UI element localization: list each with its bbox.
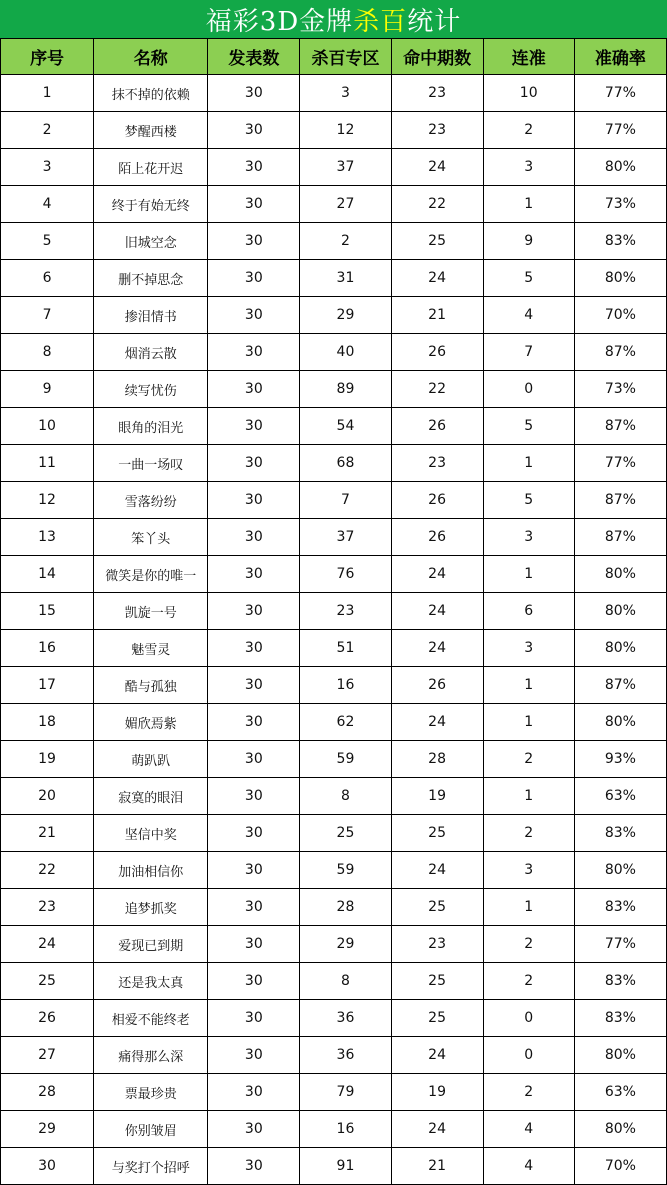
cell-accuracy: 77%: [574, 112, 666, 149]
cell-name: 微笑是你的唯一: [94, 556, 208, 593]
cell-name: 你别皱眉: [94, 1111, 208, 1148]
cell-published: 30: [208, 519, 300, 556]
cell-kill-hundred: 91: [300, 1148, 391, 1185]
cell-hits: 24: [391, 149, 483, 186]
cell-hits: 21: [391, 1148, 483, 1185]
cell-published: 30: [208, 1111, 300, 1148]
cell-published: 30: [208, 926, 300, 963]
cell-index: 11: [1, 445, 94, 482]
cell-hits: 24: [391, 704, 483, 741]
cell-streak: 9: [483, 223, 574, 260]
cell-streak: 2: [483, 741, 574, 778]
table-row: [1, 852, 667, 889]
cell-index: 10: [1, 408, 94, 445]
title-part-1: 福彩3D金牌: [205, 6, 354, 37]
cell-name: 相爱不能终老: [94, 1000, 208, 1037]
table-row: [1, 445, 667, 482]
cell-published: 30: [208, 260, 300, 297]
cell-accuracy: 83%: [574, 1000, 666, 1037]
cell-kill-hundred: 16: [300, 1111, 391, 1148]
cell-kill-hundred: 59: [300, 741, 391, 778]
cell-streak: 1: [483, 556, 574, 593]
cell-kill-hundred: 8: [300, 778, 391, 815]
cell-streak: 3: [483, 149, 574, 186]
cell-accuracy: 87%: [574, 667, 666, 704]
cell-accuracy: 77%: [574, 75, 666, 112]
cell-index: 2: [1, 112, 94, 149]
cell-kill-hundred: 89: [300, 371, 391, 408]
cell-kill-hundred: 40: [300, 334, 391, 371]
cell-kill-hundred: 62: [300, 704, 391, 741]
table-row: [1, 630, 667, 667]
table-row: [1, 186, 667, 223]
table-row: [1, 112, 667, 149]
cell-index: 30: [1, 1148, 94, 1185]
header-streak: 连准: [483, 39, 574, 75]
cell-kill-hundred: 3: [300, 75, 391, 112]
cell-published: 30: [208, 482, 300, 519]
cell-published: 30: [208, 408, 300, 445]
cell-streak: 0: [483, 1000, 574, 1037]
cell-index: 28: [1, 1074, 94, 1111]
cell-index: 1: [1, 75, 94, 112]
cell-published: 30: [208, 1000, 300, 1037]
cell-streak: 0: [483, 371, 574, 408]
cell-hits: 26: [391, 482, 483, 519]
cell-hits: 26: [391, 667, 483, 704]
cell-streak: 2: [483, 963, 574, 1000]
cell-hits: 19: [391, 1074, 483, 1111]
table-row: [1, 815, 667, 852]
cell-published: 30: [208, 889, 300, 926]
cell-published: 30: [208, 445, 300, 482]
cell-accuracy: 80%: [574, 704, 666, 741]
cell-streak: 1: [483, 889, 574, 926]
table-row: [1, 926, 667, 963]
table-row: [1, 1074, 667, 1111]
cell-accuracy: 80%: [574, 556, 666, 593]
cell-streak: 1: [483, 445, 574, 482]
cell-kill-hundred: 7: [300, 482, 391, 519]
header-published: 发表数: [208, 39, 300, 75]
cell-index: 16: [1, 630, 94, 667]
cell-kill-hundred: 36: [300, 1000, 391, 1037]
cell-hits: 22: [391, 371, 483, 408]
cell-kill-hundred: 2: [300, 223, 391, 260]
table-row: [1, 297, 667, 334]
cell-streak: 3: [483, 519, 574, 556]
cell-accuracy: 83%: [574, 223, 666, 260]
cell-hits: 21: [391, 297, 483, 334]
table-row: [1, 741, 667, 778]
cell-name: 魅雪灵: [94, 630, 208, 667]
cell-hits: 25: [391, 963, 483, 1000]
cell-accuracy: 87%: [574, 408, 666, 445]
table-header-row: [1, 39, 667, 75]
table-row: [1, 223, 667, 260]
table-row: [1, 667, 667, 704]
cell-accuracy: 63%: [574, 1074, 666, 1111]
stats-table: [0, 38, 667, 1185]
cell-published: 30: [208, 593, 300, 630]
cell-name: 旧城空念: [94, 223, 208, 260]
cell-accuracy: 87%: [574, 519, 666, 556]
cell-streak: 1: [483, 778, 574, 815]
table-row: [1, 334, 667, 371]
header-index: 序号: [1, 39, 94, 75]
cell-name: 坚信中奖: [94, 815, 208, 852]
cell-kill-hundred: 54: [300, 408, 391, 445]
table-row: [1, 371, 667, 408]
cell-streak: 4: [483, 297, 574, 334]
cell-kill-hundred: 31: [300, 260, 391, 297]
cell-hits: 24: [391, 630, 483, 667]
cell-kill-hundred: 59: [300, 852, 391, 889]
cell-kill-hundred: 29: [300, 926, 391, 963]
cell-accuracy: 83%: [574, 889, 666, 926]
cell-accuracy: 70%: [574, 297, 666, 334]
cell-hits: 23: [391, 112, 483, 149]
cell-streak: 5: [483, 408, 574, 445]
cell-index: 12: [1, 482, 94, 519]
cell-streak: 1: [483, 667, 574, 704]
cell-index: 13: [1, 519, 94, 556]
cell-name: 与奖打个招呼: [94, 1148, 208, 1185]
cell-streak: 3: [483, 630, 574, 667]
cell-hits: 19: [391, 778, 483, 815]
page-title: [0, 0, 667, 38]
cell-published: 30: [208, 741, 300, 778]
cell-hits: 25: [391, 223, 483, 260]
cell-accuracy: 87%: [574, 482, 666, 519]
cell-published: 30: [208, 630, 300, 667]
table-row: [1, 519, 667, 556]
cell-streak: 4: [483, 1111, 574, 1148]
cell-kill-hundred: 25: [300, 815, 391, 852]
cell-streak: 3: [483, 852, 574, 889]
cell-streak: 10: [483, 75, 574, 112]
cell-index: 15: [1, 593, 94, 630]
cell-published: 30: [208, 1074, 300, 1111]
cell-published: 30: [208, 556, 300, 593]
cell-streak: 0: [483, 1037, 574, 1074]
cell-accuracy: 80%: [574, 593, 666, 630]
cell-kill-hundred: 27: [300, 186, 391, 223]
cell-published: 30: [208, 186, 300, 223]
cell-name: 媚欣焉紫: [94, 704, 208, 741]
cell-index: 9: [1, 371, 94, 408]
table-row: [1, 482, 667, 519]
table-body: [1, 75, 667, 1185]
cell-name: 删不掉思念: [94, 260, 208, 297]
cell-name: 寂寞的眼泪: [94, 778, 208, 815]
title-part-2: 统计: [407, 6, 462, 37]
table-row: [1, 1000, 667, 1037]
cell-index: 3: [1, 149, 94, 186]
cell-accuracy: 87%: [574, 334, 666, 371]
cell-name: 终于有始无终: [94, 186, 208, 223]
cell-index: 7: [1, 297, 94, 334]
cell-accuracy: 83%: [574, 815, 666, 852]
cell-streak: 2: [483, 926, 574, 963]
cell-kill-hundred: 76: [300, 556, 391, 593]
cell-index: 18: [1, 704, 94, 741]
cell-published: 30: [208, 704, 300, 741]
cell-accuracy: 80%: [574, 1111, 666, 1148]
header-accuracy: 准确率: [574, 39, 666, 75]
cell-accuracy: 73%: [574, 186, 666, 223]
cell-published: 30: [208, 75, 300, 112]
cell-published: 30: [208, 963, 300, 1000]
cell-accuracy: 93%: [574, 741, 666, 778]
cell-name: 爱现已到期: [94, 926, 208, 963]
cell-published: 30: [208, 371, 300, 408]
table-row: [1, 75, 667, 112]
cell-kill-hundred: 79: [300, 1074, 391, 1111]
cell-published: 30: [208, 112, 300, 149]
cell-hits: 23: [391, 445, 483, 482]
cell-accuracy: 80%: [574, 1037, 666, 1074]
cell-name: 眼角的泪光: [94, 408, 208, 445]
cell-index: 17: [1, 667, 94, 704]
cell-index: 6: [1, 260, 94, 297]
cell-accuracy: 80%: [574, 852, 666, 889]
cell-hits: 24: [391, 260, 483, 297]
cell-streak: 2: [483, 112, 574, 149]
cell-hits: 25: [391, 1000, 483, 1037]
table-row: [1, 260, 667, 297]
cell-hits: 26: [391, 334, 483, 371]
cell-name: 还是我太真: [94, 963, 208, 1000]
cell-hits: 26: [391, 408, 483, 445]
cell-streak: 5: [483, 482, 574, 519]
cell-published: 30: [208, 815, 300, 852]
cell-name: 票最珍贵: [94, 1074, 208, 1111]
cell-published: 30: [208, 223, 300, 260]
cell-name: 烟消云散: [94, 334, 208, 371]
table-row: [1, 704, 667, 741]
table-row: [1, 149, 667, 186]
cell-kill-hundred: 29: [300, 297, 391, 334]
cell-hits: 25: [391, 889, 483, 926]
cell-index: 14: [1, 556, 94, 593]
header-hits: 命中期数: [391, 39, 483, 75]
cell-hits: 26: [391, 519, 483, 556]
cell-streak: 5: [483, 260, 574, 297]
cell-hits: 23: [391, 75, 483, 112]
cell-accuracy: 80%: [574, 260, 666, 297]
cell-hits: 24: [391, 1111, 483, 1148]
table-row: [1, 963, 667, 1000]
cell-index: 5: [1, 223, 94, 260]
cell-index: 24: [1, 926, 94, 963]
cell-hits: 22: [391, 186, 483, 223]
cell-hits: 24: [391, 1037, 483, 1074]
cell-accuracy: 63%: [574, 778, 666, 815]
cell-kill-hundred: 37: [300, 149, 391, 186]
cell-published: 30: [208, 667, 300, 704]
cell-kill-hundred: 28: [300, 889, 391, 926]
cell-index: 25: [1, 963, 94, 1000]
cell-streak: 1: [483, 704, 574, 741]
table-row: [1, 408, 667, 445]
cell-name: 梦醒西楼: [94, 112, 208, 149]
cell-published: 30: [208, 778, 300, 815]
cell-name: 萌趴趴: [94, 741, 208, 778]
table-row: [1, 1111, 667, 1148]
table-row: [1, 778, 667, 815]
cell-published: 30: [208, 149, 300, 186]
table-row: [1, 556, 667, 593]
cell-accuracy: 83%: [574, 963, 666, 1000]
cell-streak: 2: [483, 815, 574, 852]
cell-published: 30: [208, 1148, 300, 1185]
cell-accuracy: 77%: [574, 445, 666, 482]
cell-index: 27: [1, 1037, 94, 1074]
table-row: [1, 1148, 667, 1185]
cell-accuracy: 80%: [574, 149, 666, 186]
cell-hits: 23: [391, 926, 483, 963]
header-kill-hundred: 杀百专区: [300, 39, 391, 75]
cell-index: 23: [1, 889, 94, 926]
cell-kill-hundred: 16: [300, 667, 391, 704]
table-row: [1, 593, 667, 630]
cell-kill-hundred: 12: [300, 112, 391, 149]
cell-published: 30: [208, 334, 300, 371]
table-row: [1, 889, 667, 926]
cell-kill-hundred: 68: [300, 445, 391, 482]
cell-name: 笨丫头: [94, 519, 208, 556]
cell-name: 酷与孤独: [94, 667, 208, 704]
cell-published: 30: [208, 852, 300, 889]
cell-name: 掺泪情书: [94, 297, 208, 334]
cell-name: 加油相信你: [94, 852, 208, 889]
table-row: [1, 1037, 667, 1074]
cell-streak: 6: [483, 593, 574, 630]
cell-hits: 24: [391, 593, 483, 630]
cell-index: 8: [1, 334, 94, 371]
cell-accuracy: 73%: [574, 371, 666, 408]
cell-index: 4: [1, 186, 94, 223]
cell-accuracy: 80%: [574, 630, 666, 667]
cell-name: 抹不掉的依赖: [94, 75, 208, 112]
cell-index: 22: [1, 852, 94, 889]
cell-kill-hundred: 37: [300, 519, 391, 556]
cell-kill-hundred: 8: [300, 963, 391, 1000]
cell-hits: 25: [391, 815, 483, 852]
cell-published: 30: [208, 1037, 300, 1074]
cell-name: 陌上花开迟: [94, 149, 208, 186]
cell-streak: 2: [483, 1074, 574, 1111]
title-highlight: 杀百: [353, 6, 408, 37]
cell-index: 19: [1, 741, 94, 778]
cell-name: 凯旋一号: [94, 593, 208, 630]
cell-hits: 28: [391, 741, 483, 778]
header-name: 名称: [94, 39, 208, 75]
cell-name: 雪落纷纷: [94, 482, 208, 519]
cell-streak: 1: [483, 186, 574, 223]
cell-accuracy: 70%: [574, 1148, 666, 1185]
cell-name: 追梦抓奖: [94, 889, 208, 926]
cell-accuracy: 77%: [574, 926, 666, 963]
cell-name: 痛得那么深: [94, 1037, 208, 1074]
cell-kill-hundred: 23: [300, 593, 391, 630]
cell-hits: 24: [391, 852, 483, 889]
cell-kill-hundred: 36: [300, 1037, 391, 1074]
cell-index: 21: [1, 815, 94, 852]
cell-name: 续写忧伤: [94, 371, 208, 408]
cell-published: 30: [208, 297, 300, 334]
cell-streak: 4: [483, 1148, 574, 1185]
cell-index: 29: [1, 1111, 94, 1148]
cell-index: 26: [1, 1000, 94, 1037]
cell-name: 一曲一场叹: [94, 445, 208, 482]
cell-kill-hundred: 51: [300, 630, 391, 667]
cell-streak: 7: [483, 334, 574, 371]
cell-hits: 24: [391, 556, 483, 593]
cell-index: 20: [1, 778, 94, 815]
